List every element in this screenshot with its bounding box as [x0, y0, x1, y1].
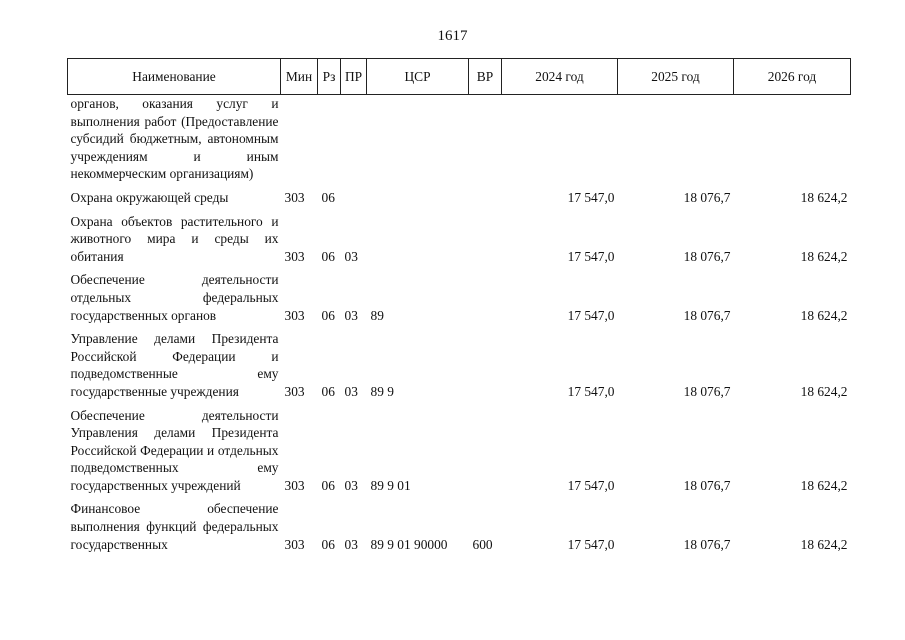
table-header — [68, 59, 851, 95]
row-csr — [367, 213, 469, 272]
row-min — [281, 95, 318, 189]
row-vr: 600 — [472, 536, 493, 552]
header-csr: ЦСР — [367, 59, 469, 95]
row-csr — [367, 189, 469, 213]
row-name: Охрана окружающей среды — [70, 189, 229, 205]
row-2024: 17 547,0 — [567, 189, 615, 205]
table-row — [68, 271, 851, 330]
row-csr: 89 9 01 90000 — [370, 536, 448, 552]
row-min: 303 — [284, 189, 305, 205]
row-csr: 89 — [370, 307, 384, 323]
row-2024: 17 547,0 — [567, 248, 615, 264]
header-2025: 2025 год — [618, 59, 734, 95]
row-rz: 06 — [321, 477, 335, 493]
table-row — [68, 213, 851, 272]
table-row — [68, 95, 851, 189]
row-csr: 89 9 01 — [370, 477, 411, 493]
page-number: 1617 — [437, 28, 468, 44]
row-vr — [469, 95, 502, 189]
header-2024: 2024 год — [502, 59, 618, 95]
row-min: 303 — [284, 383, 305, 399]
row-2025: 18 076,7 — [683, 383, 731, 399]
row-min: 303 — [284, 307, 305, 323]
table-body — [68, 95, 851, 554]
row-2026: 18 624,2 — [800, 477, 848, 493]
header-rz: Рз — [318, 59, 341, 95]
row-csr — [367, 95, 469, 189]
row-2025: 18 076,7 — [683, 189, 731, 205]
row-pr — [341, 95, 367, 189]
row-rz: 06 — [321, 383, 335, 399]
row-2025 — [618, 95, 734, 189]
row-name: Обеспечение деятельности Управления делами Президента Российской Федерации и отдельных подведомственных ему государственных учреждений — [70, 407, 279, 493]
row-2024: 17 547,0 — [567, 536, 615, 552]
row-2026: 18 624,2 — [800, 383, 848, 399]
row-vr — [469, 407, 502, 501]
row-name: Управление делами Президента Российской Федерации и подведомственные ему государственные учреждения — [70, 331, 279, 399]
row-rz: 06 — [321, 307, 335, 323]
row-2026 — [734, 95, 851, 189]
row-2025: 18 076,7 — [683, 307, 731, 323]
row-name: органов, оказания услуг и выполнения работ (Предоставление субсидий бюджетным, автономным учреждениям и иным некоммерческим организациям) — [70, 96, 279, 182]
row-name: Финансовое обеспечение выполнения функций федеральных государственных — [70, 501, 279, 552]
row-rz: 06 — [321, 189, 335, 205]
row-2026: 18 624,2 — [800, 248, 848, 264]
row-name: Обеспечение деятельности отдельных федеральных государственных органов — [70, 272, 279, 323]
row-pr: 03 — [344, 536, 358, 552]
budget-table — [67, 58, 851, 553]
row-pr: 03 — [344, 383, 358, 399]
header-min: Мин — [281, 59, 318, 95]
table-row — [68, 407, 851, 501]
row-rz: 06 — [321, 248, 335, 264]
row-2024: 17 547,0 — [567, 307, 615, 323]
row-2025: 18 076,7 — [683, 248, 731, 264]
row-vr — [469, 213, 502, 272]
row-2025: 18 076,7 — [683, 536, 731, 552]
row-2026: 18 624,2 — [800, 307, 848, 323]
header-2026: 2026 год — [734, 59, 851, 95]
row-vr — [469, 189, 502, 213]
table-row — [68, 500, 851, 553]
row-vr — [469, 271, 502, 330]
row-2024: 17 547,0 — [567, 383, 615, 399]
header-name: Наименование — [68, 59, 281, 95]
row-2024: 17 547,0 — [567, 477, 615, 493]
table-row — [68, 189, 851, 213]
row-name: Охрана объектов растительного и животного мира и среды их обитания — [70, 213, 279, 264]
row-vr — [469, 330, 502, 406]
header-vr: ВР — [469, 59, 502, 95]
row-min: 303 — [284, 536, 305, 552]
row-csr: 89 9 — [370, 383, 394, 399]
header-pr: ПР — [341, 59, 367, 95]
row-rz: 06 — [321, 536, 335, 552]
row-pr: 03 — [344, 248, 358, 264]
row-2026: 18 624,2 — [800, 536, 848, 552]
row-pr: 03 — [344, 307, 358, 323]
table-row — [68, 330, 851, 406]
row-2026: 18 624,2 — [800, 189, 848, 205]
row-2025: 18 076,7 — [683, 477, 731, 493]
row-2024 — [502, 95, 618, 189]
row-pr: 03 — [344, 477, 358, 493]
row-rz — [318, 95, 341, 189]
row-pr — [341, 189, 367, 213]
row-min: 303 — [284, 477, 305, 493]
row-min: 303 — [284, 248, 305, 264]
